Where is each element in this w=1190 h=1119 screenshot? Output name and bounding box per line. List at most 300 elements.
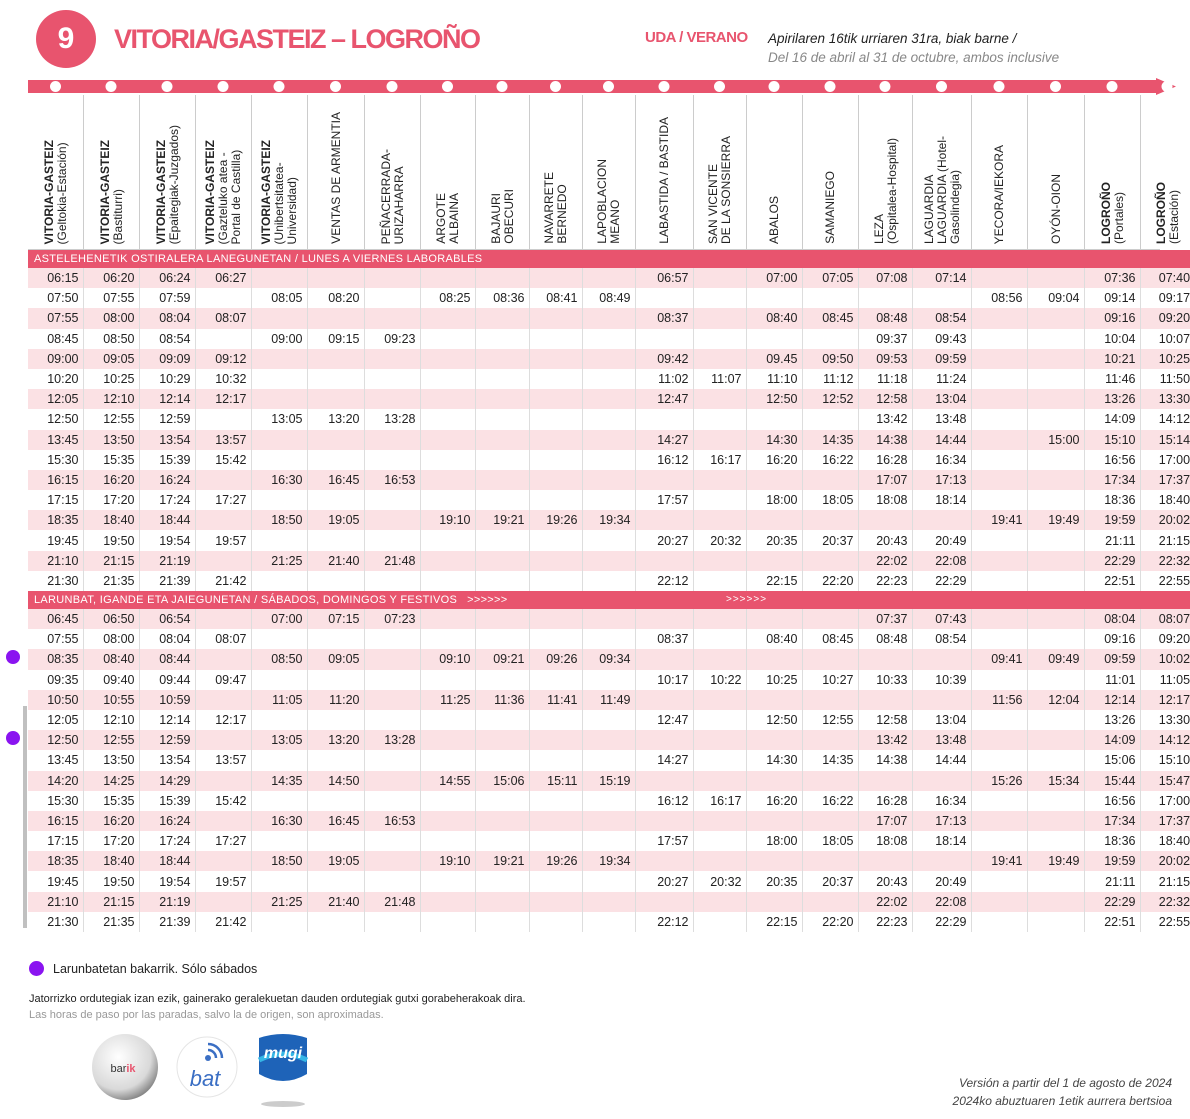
time-cell (195, 690, 251, 710)
time-cell: 08:49 (582, 288, 635, 308)
time-cell (420, 450, 475, 470)
time-cell (251, 369, 307, 389)
time-cell (582, 791, 635, 811)
time-cell (971, 811, 1027, 831)
time-cell (195, 851, 251, 871)
time-cell (582, 730, 635, 750)
time-cell (971, 892, 1027, 912)
time-cell: 19:21 (475, 510, 529, 530)
time-cell: 22:20 (802, 912, 858, 932)
time-cell: 12:17 (195, 389, 251, 409)
time-cell (582, 490, 635, 510)
time-cell: 09:59 (912, 349, 971, 369)
time-cell (693, 288, 746, 308)
time-cell: 17:34 (1084, 811, 1140, 831)
time-cell (529, 268, 582, 288)
time-cell (582, 710, 635, 730)
time-cell (1027, 551, 1084, 571)
time-cell (251, 430, 307, 450)
time-cell: 19:54 (139, 530, 195, 550)
stop-header-14 (802, 95, 858, 250)
time-cell (635, 409, 693, 429)
time-cell (529, 470, 582, 490)
time-cell (971, 629, 1027, 649)
time-cell: 08:20 (307, 288, 364, 308)
time-cell (746, 288, 802, 308)
time-cell: 09:00 (251, 329, 307, 349)
time-cell (420, 730, 475, 750)
time-cell (693, 629, 746, 649)
time-cell (475, 571, 529, 591)
time-cell: 12:50 (746, 710, 802, 730)
time-cell (693, 710, 746, 730)
stop-name: VITORIA-GASTEIZ (Gazteluko atea - Portal de Castilla) (203, 139, 243, 244)
time-cell (420, 811, 475, 831)
time-cell: 15:39 (139, 450, 195, 470)
stops-header (28, 95, 1181, 250)
time-cell: 21:25 (251, 892, 307, 912)
time-cell (195, 510, 251, 530)
route-stop-dot (1162, 81, 1173, 92)
legend-text: Larunbatetan bakarrik. Sólo sábados (53, 962, 258, 976)
time-cell: 16:56 (1084, 791, 1140, 811)
stop-name: LABASTIDA / BASTIDA (657, 117, 671, 244)
time-cell: 11:18 (858, 369, 912, 389)
time-cell: 06:54 (139, 609, 195, 629)
time-cell (195, 551, 251, 571)
time-cell: 16:20 (746, 791, 802, 811)
time-cell: 19:49 (1027, 851, 1084, 871)
time-cell (364, 450, 420, 470)
time-cell: 09:53 (858, 349, 912, 369)
time-cell: 06:45 (28, 609, 83, 629)
time-cell (251, 530, 307, 550)
time-cell (1027, 629, 1084, 649)
time-cell: 09:47 (195, 670, 251, 690)
time-cell: 09:15 (307, 329, 364, 349)
time-cell (912, 851, 971, 871)
table-row (28, 871, 1190, 891)
line-number-badge: 9 (36, 10, 96, 68)
time-cell: 10:17 (635, 670, 693, 690)
time-cell: 13:26 (1084, 710, 1140, 730)
time-cell: 19:41 (971, 851, 1027, 871)
table-row (28, 710, 1190, 730)
time-cell: 09:44 (139, 670, 195, 690)
time-cell (420, 710, 475, 730)
time-cell: 12:17 (1140, 690, 1190, 710)
time-cell: 20:32 (693, 871, 746, 891)
time-cell (251, 710, 307, 730)
time-cell: 12:04 (1027, 690, 1084, 710)
time-cell (475, 791, 529, 811)
table-row (28, 649, 1190, 669)
route-stop-dot (659, 81, 670, 92)
time-cell (307, 430, 364, 450)
time-cell: 09:16 (1084, 308, 1140, 328)
time-cell (858, 771, 912, 791)
stop-header-5 (307, 95, 364, 250)
stop-name: VENTAS DE ARMENTIA (328, 112, 343, 244)
stop-name: SAN VICENTE DE LA SONSIERRA (706, 135, 733, 244)
time-cell (582, 609, 635, 629)
time-cell: 15:11 (529, 771, 582, 791)
time-cell: 08:07 (1140, 609, 1190, 629)
time-cell (307, 369, 364, 389)
time-cell: 08:45 (802, 308, 858, 328)
time-cell (746, 811, 802, 831)
time-cell (582, 389, 635, 409)
time-cell (635, 551, 693, 571)
time-cell: 12:50 (28, 730, 83, 750)
time-cell (582, 551, 635, 571)
time-cell: 20:37 (802, 530, 858, 550)
time-cell: 13:28 (364, 409, 420, 429)
time-cell: 14:55 (420, 771, 475, 791)
time-cell (746, 329, 802, 349)
time-cell (1027, 670, 1084, 690)
time-cell: 08:48 (858, 629, 912, 649)
time-cell: 22:23 (858, 571, 912, 591)
time-cell (971, 609, 1027, 629)
time-cell: 21:19 (139, 551, 195, 571)
time-cell: 13:42 (858, 730, 912, 750)
time-cell (251, 268, 307, 288)
time-cell (693, 470, 746, 490)
time-cell: 19:57 (195, 871, 251, 891)
stop-name: LAPOBLACION MEANO (595, 159, 622, 244)
time-cell: 21:40 (307, 892, 364, 912)
time-cell (529, 670, 582, 690)
time-cell: 13:48 (912, 730, 971, 750)
time-cell (635, 649, 693, 669)
time-cell: 08:50 (251, 649, 307, 669)
time-cell: 18:08 (858, 831, 912, 851)
time-cell: 12:14 (139, 710, 195, 730)
stop-header-10 (582, 95, 635, 250)
time-cell: 12:10 (83, 710, 139, 730)
time-cell: 09:20 (1140, 308, 1190, 328)
time-cell: 10:04 (1084, 329, 1140, 349)
stop-name: VITORIA-GASTEIZ (Unibertsitatea- Universidad) (259, 139, 299, 244)
time-cell (307, 571, 364, 591)
time-cell: 19:50 (83, 530, 139, 550)
time-cell (802, 690, 858, 710)
time-cell (582, 912, 635, 932)
stop-name: ABALOS (767, 195, 781, 244)
route-stop-dot (274, 81, 285, 92)
time-cell: 18:50 (251, 851, 307, 871)
time-cell (802, 510, 858, 530)
time-cell: 16:24 (139, 470, 195, 490)
time-cell: 14:09 (1084, 730, 1140, 750)
time-cell: 10:33 (858, 670, 912, 690)
time-cell (746, 690, 802, 710)
time-cell: 10:25 (83, 369, 139, 389)
time-cell: 09:42 (635, 349, 693, 369)
time-cell (195, 470, 251, 490)
table-row (28, 490, 1190, 510)
table-row (28, 389, 1190, 409)
time-cell: 08:50 (83, 329, 139, 349)
time-cell: 08:04 (139, 629, 195, 649)
time-cell (635, 329, 693, 349)
time-cell: 15:06 (1084, 750, 1140, 770)
time-cell (364, 268, 420, 288)
time-cell (529, 490, 582, 510)
time-cell (693, 690, 746, 710)
time-cell (693, 831, 746, 851)
time-cell (693, 649, 746, 669)
time-cell (971, 268, 1027, 288)
table-row (28, 690, 1190, 710)
time-cell: 14:25 (83, 771, 139, 791)
time-cell: 12:14 (139, 389, 195, 409)
time-cell (529, 369, 582, 389)
table-row (28, 831, 1190, 851)
time-cell (251, 912, 307, 932)
table-row (28, 369, 1190, 389)
time-cell: 08:54 (912, 629, 971, 649)
time-cell: 14:38 (858, 430, 912, 450)
time-cell (802, 551, 858, 571)
time-cell (635, 771, 693, 791)
stop-header-19 (1084, 95, 1140, 250)
time-cell: 12:52 (802, 389, 858, 409)
time-cell (582, 369, 635, 389)
time-cell: 17:07 (858, 811, 912, 831)
stop-name: LOGROÑO (Estación) (1153, 182, 1181, 244)
time-cell: 07:59 (139, 288, 195, 308)
time-cell: 18:44 (139, 510, 195, 530)
time-cell (475, 389, 529, 409)
time-cell (475, 831, 529, 851)
time-cell: 08:40 (746, 308, 802, 328)
time-cell: 18:36 (1084, 831, 1140, 851)
time-cell: 09:16 (1084, 629, 1140, 649)
time-cell: 08:56 (971, 288, 1027, 308)
time-cell (307, 670, 364, 690)
time-cell: 18:40 (1140, 490, 1190, 510)
time-cell: 20:02 (1140, 851, 1190, 871)
time-cell (529, 530, 582, 550)
time-cell (307, 871, 364, 891)
time-cell: 13:42 (858, 409, 912, 429)
time-cell (420, 750, 475, 770)
time-cell: 14:35 (802, 430, 858, 450)
time-cell: 09:05 (307, 649, 364, 669)
time-cell (971, 750, 1027, 770)
table-row (28, 609, 1190, 629)
time-cell (307, 912, 364, 932)
time-cell: 09:35 (47, 672, 79, 687)
time-cell (1027, 710, 1084, 730)
time-cell (971, 710, 1027, 730)
stop-header-2 (139, 95, 195, 250)
time-cell (802, 811, 858, 831)
time-cell (693, 771, 746, 791)
time-cell: 21:42 (195, 571, 251, 591)
time-cell (582, 349, 635, 369)
time-cell: 21:19 (139, 892, 195, 912)
table-row (28, 892, 1190, 912)
time-cell: 12:10 (83, 389, 139, 409)
time-cell (802, 771, 858, 791)
stop-header-17 (971, 95, 1027, 250)
time-cell (635, 730, 693, 750)
time-cell (693, 892, 746, 912)
time-cell (475, 490, 529, 510)
time-cell (475, 750, 529, 770)
time-cell: 22:08 (912, 892, 971, 912)
route-stop-dot (714, 81, 725, 92)
time-cell (475, 430, 529, 450)
time-cell (475, 308, 529, 328)
time-cell: 21:40 (307, 551, 364, 571)
stop-header-18 (1027, 95, 1084, 250)
time-cell (858, 510, 912, 530)
time-cell: 18:14 (912, 831, 971, 851)
time-cell (1027, 268, 1084, 288)
time-cell: 08:41 (529, 288, 582, 308)
time-cell (364, 389, 420, 409)
time-cell (802, 730, 858, 750)
time-cell (746, 609, 802, 629)
time-cell: 16:12 (635, 450, 693, 470)
time-cell (364, 791, 420, 811)
time-cell: 17:07 (858, 470, 912, 490)
time-cell: 20:27 (635, 530, 693, 550)
time-cell: 13:50 (83, 750, 139, 770)
time-cell: 21:48 (364, 892, 420, 912)
time-cell: 12:05 (47, 713, 79, 728)
time-cell: 15:10 (1140, 750, 1190, 770)
time-cell: 12:47 (635, 389, 693, 409)
time-cell (693, 308, 746, 328)
time-cell (582, 450, 635, 470)
time-cell: 11:02 (635, 369, 693, 389)
time-cell: 16:17 (693, 450, 746, 470)
stop-header-0 (28, 95, 83, 250)
time-cell: 16:45 (307, 811, 364, 831)
route-stop-dot (603, 81, 614, 92)
time-cell: 15:35 (83, 450, 139, 470)
svg-text:barik: barik (110, 1063, 136, 1075)
time-cell: 13:04 (912, 710, 971, 730)
time-cell (1027, 811, 1084, 831)
time-cell: 19:26 (529, 851, 582, 871)
time-cell (420, 892, 475, 912)
route-stop-dot (550, 81, 561, 92)
time-cell (364, 530, 420, 550)
time-cell: 17:20 (83, 831, 139, 851)
time-cell: 08:45 (802, 629, 858, 649)
time-cell (1027, 490, 1084, 510)
time-cell (251, 831, 307, 851)
time-cell: 17:20 (83, 490, 139, 510)
time-cell (529, 329, 582, 349)
time-cell (307, 308, 364, 328)
time-cell (971, 308, 1027, 328)
time-cell (912, 288, 971, 308)
time-cell: 09:37 (858, 329, 912, 349)
stop-name: LOGROÑO (Portales) (1098, 182, 1126, 244)
route-stop-dot (1107, 81, 1118, 92)
table-row (28, 470, 1190, 490)
time-cell (971, 551, 1027, 571)
time-cell: 19:54 (139, 871, 195, 891)
time-cell: 09:40 (83, 670, 139, 690)
svg-text:mugi: mugi (263, 1045, 303, 1062)
time-cell (475, 912, 529, 932)
time-cell: 19:10 (420, 851, 475, 871)
time-cell: 07:15 (307, 609, 364, 629)
table-row (28, 670, 1190, 690)
time-cell (307, 831, 364, 851)
time-cell: 12:14 (1084, 690, 1140, 710)
time-cell (251, 629, 307, 649)
time-cell (693, 349, 746, 369)
time-cell: 15:06 (475, 771, 529, 791)
time-cell (195, 609, 251, 629)
time-cell (475, 811, 529, 831)
table-row (28, 912, 1190, 932)
time-cell (529, 609, 582, 629)
route-stop-dot (442, 81, 453, 92)
time-cell: 15:10 (1084, 430, 1140, 450)
time-cell: 17:27 (195, 490, 251, 510)
time-cell: 15:19 (582, 771, 635, 791)
stop-header-6 (364, 95, 420, 250)
time-cell: 22:51 (1084, 571, 1140, 591)
time-cell: 14:09 (1084, 409, 1140, 429)
time-cell: 18:44 (139, 851, 195, 871)
time-cell: 09:59 (1084, 649, 1140, 669)
version-es: Versión a partir del 1 de agosto de 2024 (958, 1076, 1172, 1090)
time-cell (1027, 470, 1084, 490)
time-cell: 13:20 (307, 730, 364, 750)
time-cell: 07:40 (1140, 268, 1190, 288)
time-cell: 20:49 (912, 530, 971, 550)
time-cell: 16:56 (1084, 450, 1140, 470)
time-cell: 12:58 (858, 710, 912, 730)
stop-name: PEÑACERRADA- URIZAHARRA (378, 148, 406, 244)
time-cell (1027, 571, 1084, 591)
table-row (28, 308, 1190, 328)
time-cell: 11:49 (582, 690, 635, 710)
time-cell: 06:15 (28, 268, 83, 288)
time-cell: 13:20 (307, 409, 364, 429)
time-cell (420, 329, 475, 349)
time-cell: 11:56 (971, 690, 1027, 710)
time-cell: 16:15 (28, 811, 83, 831)
time-cell: 18:00 (746, 490, 802, 510)
time-cell: 16:30 (251, 470, 307, 490)
time-cell (529, 571, 582, 591)
time-cell (912, 690, 971, 710)
time-cell: 08:45 (47, 331, 79, 346)
time-cell (635, 470, 693, 490)
time-cell: 18:00 (746, 831, 802, 851)
table-row (28, 510, 1190, 530)
time-cell: 08:35 (28, 649, 83, 669)
time-cell: 09:20 (1140, 629, 1190, 649)
time-cell: 22:32 (1140, 551, 1190, 571)
time-cell: 21:30 (47, 573, 79, 588)
time-cell: 21:15 (1140, 530, 1190, 550)
time-cell (693, 912, 746, 932)
time-cell: 13:48 (912, 409, 971, 429)
